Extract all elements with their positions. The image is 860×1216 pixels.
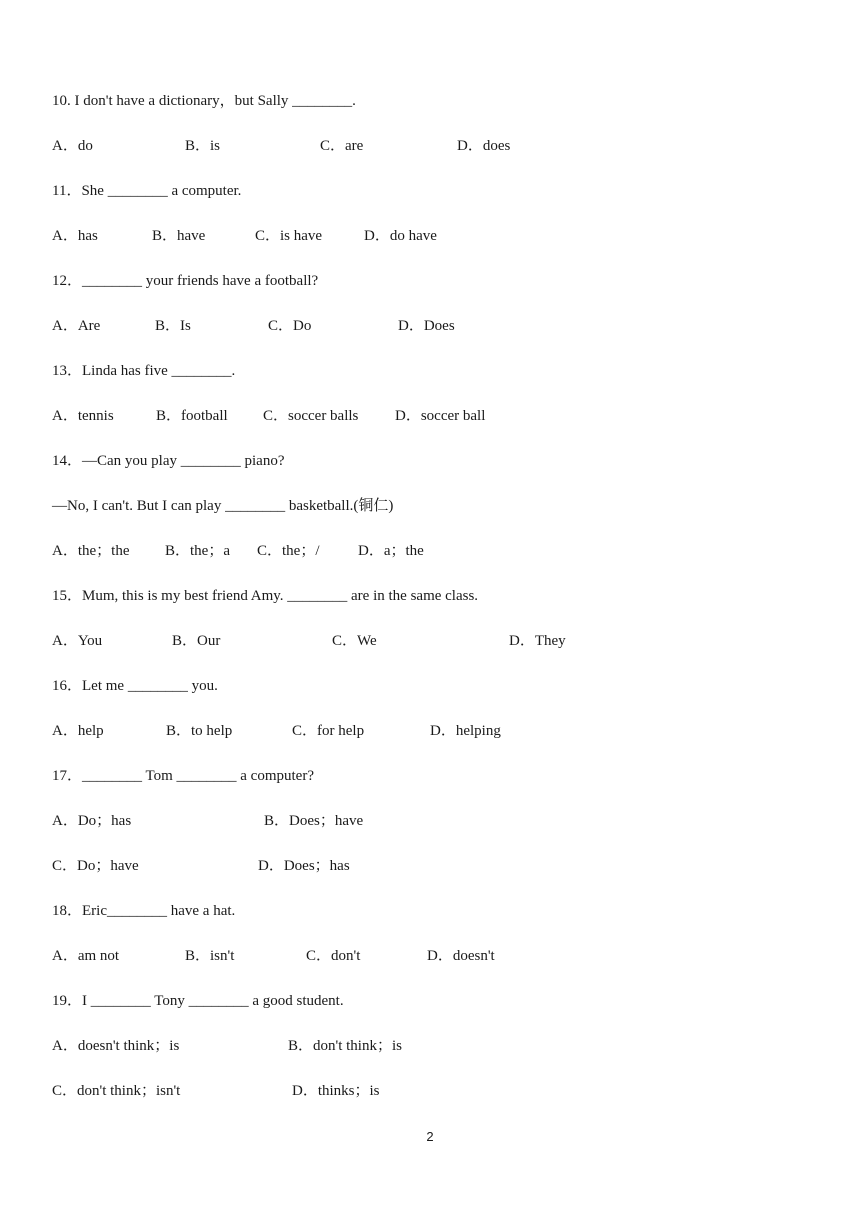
option-a: A．do <box>52 138 93 154</box>
option-a: A．has <box>52 228 98 244</box>
option-b: B．Is <box>155 318 191 334</box>
option-b: B．to help <box>166 723 233 739</box>
option-c: C．are <box>320 138 364 154</box>
option-d: D．Does <box>398 318 455 334</box>
option-c: C．the；/ <box>257 543 320 559</box>
option-a: A．the；the <box>52 543 130 559</box>
option-b: B．Our <box>172 633 221 649</box>
option-b: B．don't think；is <box>288 1038 402 1054</box>
option-b: B．football <box>156 408 228 424</box>
question-17-stem: 17．________ Tom ________ a computer? <box>52 768 314 784</box>
option-b: B．Does；have <box>264 813 364 829</box>
question-19-stem: 19．I ________ Tony ________ a good student. <box>52 993 344 1009</box>
option-b: B．have <box>152 228 206 244</box>
question-12-stem: 12．________ your friends have a football? <box>52 273 319 289</box>
question-14-response: —No, I can't. But I can play ________ basketball.(铜仁) <box>52 498 394 514</box>
option-d: D．helping <box>430 723 501 739</box>
question-18-stem: 18．Eric________ have a hat. <box>52 903 236 919</box>
option-c: C．for help <box>292 723 365 739</box>
option-c: C．don't <box>306 948 361 964</box>
option-a: A．tennis <box>52 408 114 424</box>
option-d: D．Does；has <box>258 858 350 874</box>
option-d: D．doesn't <box>427 948 495 964</box>
option-c: C．We <box>332 633 377 649</box>
question-11-stem: 11．She ________ a computer. <box>52 183 242 199</box>
option-c: C．Do；have <box>52 858 139 874</box>
question-14-stem: 14．—Can you play ________ piano? <box>52 453 285 469</box>
option-b: B．the；a <box>165 543 230 559</box>
question-10-stem: 10. I don't have a dictionary，but Sally ________. <box>52 93 356 109</box>
option-a: A．doesn't think；is <box>52 1038 180 1054</box>
option-d: D．does <box>457 138 511 154</box>
question-16-stem: 16．Let me ________ you. <box>52 678 218 694</box>
option-a: A．Are <box>52 318 101 334</box>
option-b: B．isn't <box>185 948 235 964</box>
option-d: D．a；the <box>358 543 424 559</box>
option-c: C．is have <box>255 228 323 244</box>
option-a: A．help <box>52 723 104 739</box>
option-d: D．They <box>509 633 566 649</box>
option-d: D．thinks；is <box>292 1083 380 1099</box>
option-c: C．don't think；isn't <box>52 1083 181 1099</box>
option-a: A．Do；has <box>52 813 132 829</box>
question-13-stem: 13．Linda has five ________. <box>52 363 236 379</box>
option-c: C．Do <box>268 318 312 334</box>
option-a: A．am not <box>52 948 120 964</box>
option-a: A．You <box>52 633 103 649</box>
question-15-stem: 15．Mum, this is my best friend Amy. ________ are in the same class. <box>52 588 479 604</box>
option-c: C．soccer balls <box>263 408 359 424</box>
page-number: 2 <box>426 1129 434 1144</box>
option-d: D．do have <box>364 228 437 244</box>
option-b: B．is <box>185 138 221 154</box>
option-d: D．soccer ball <box>395 408 486 424</box>
